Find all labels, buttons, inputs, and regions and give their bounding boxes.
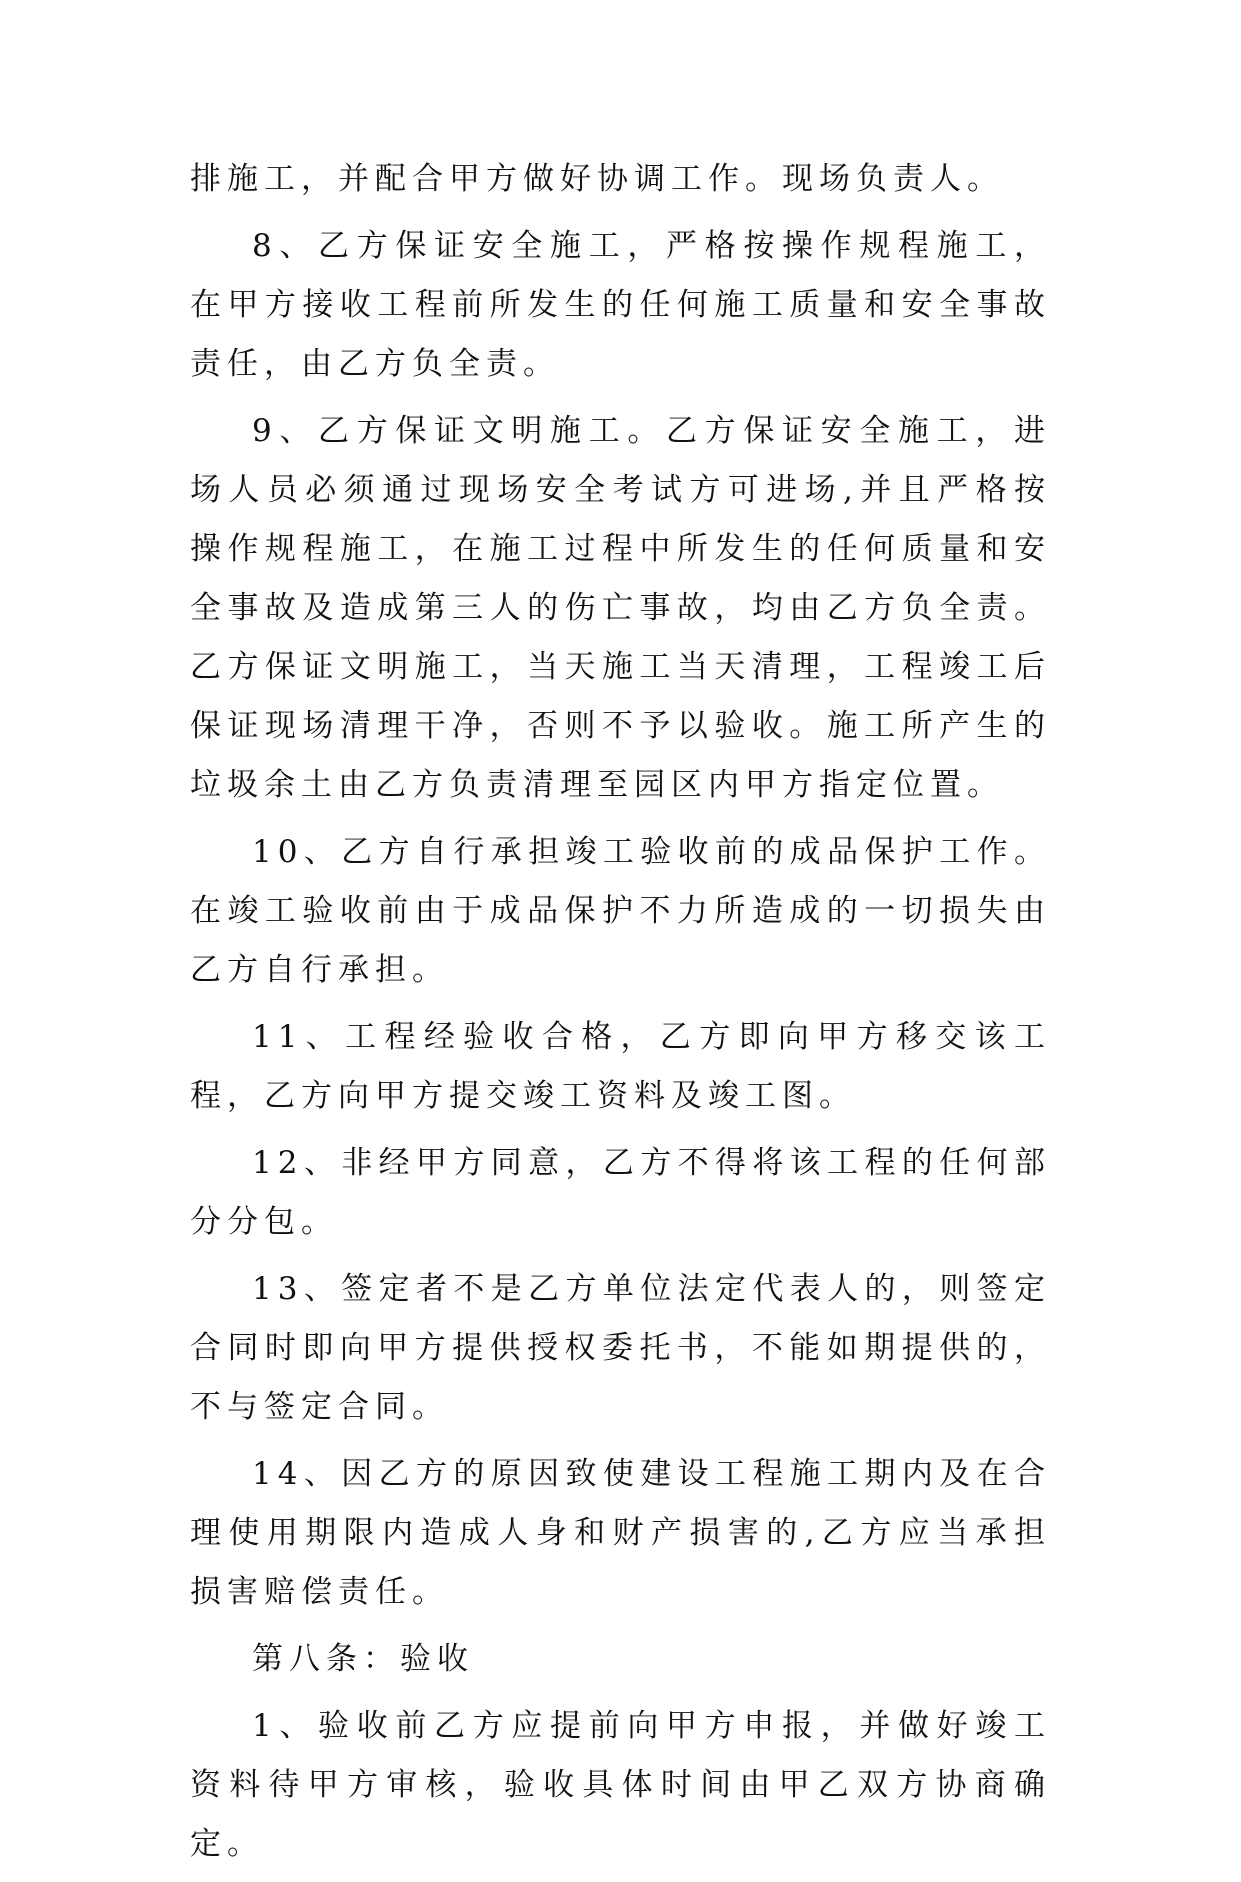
paragraph-item-10: 10、乙方自行承担竣工验收前的成品保护工作。在竣工验收前由于成品保护不力所造成的一切损失由乙方自行承担。 <box>190 834 1051 988</box>
paragraph-item-9: 9、乙方保证文明施工。乙方保证安全施工，进场人员必须通过现场安全考试方可进场,并且严格按操作规程施工，在施工过程中所发生的任何质量和安全事故及造成第三人的伤亡事故，均由乙方负全责。乙方保证文明施工，当天施工当天清理，工程竣工后保证现场清理干净，否则不予以验收。施工所产生的垃圾余土由乙方负责清理至园区内甲方指定位置。 <box>190 413 1051 803</box>
paragraph-item-12: 12、非经甲方同意，乙方不得将该工程的任何部分分包。 <box>190 1145 1051 1240</box>
paragraph-continuation: 排施工，并配合甲方做好协调工作。现场负责人。 <box>190 161 1004 197</box>
document-page <box>190 150 1051 1882</box>
section-heading-article-8: 第八条：验收 <box>252 1641 474 1677</box>
paragraph-item-13: 13、签定者不是乙方单位法定代表人的，则签定合同时即向甲方提供授权委托书，不能如期提供的，不与签定合同。 <box>190 1271 1051 1425</box>
paragraph-item-14: 14、因乙方的原因致使建设工程施工期内及在合理使用期限内造成人身和财产损害的,乙方应当承担损害赔偿责任。 <box>190 1456 1051 1610</box>
paragraph-item-11: 11、工程经验收合格，乙方即向甲方移交该工程，乙方向甲方提交竣工资料及竣工图。 <box>190 1019 1051 1114</box>
paragraph-acceptance-1: 1、验收前乙方应提前向甲方申报，并做好竣工资料待甲方审核，验收具体时间由甲乙双方协商确定。 <box>190 1708 1051 1862</box>
paragraph-item-8: 8、乙方保证安全施工，严格按操作规程施工，在甲方接收工程前所发生的任何施工质量和安全事故责任，由乙方负全责。 <box>190 228 1051 382</box>
